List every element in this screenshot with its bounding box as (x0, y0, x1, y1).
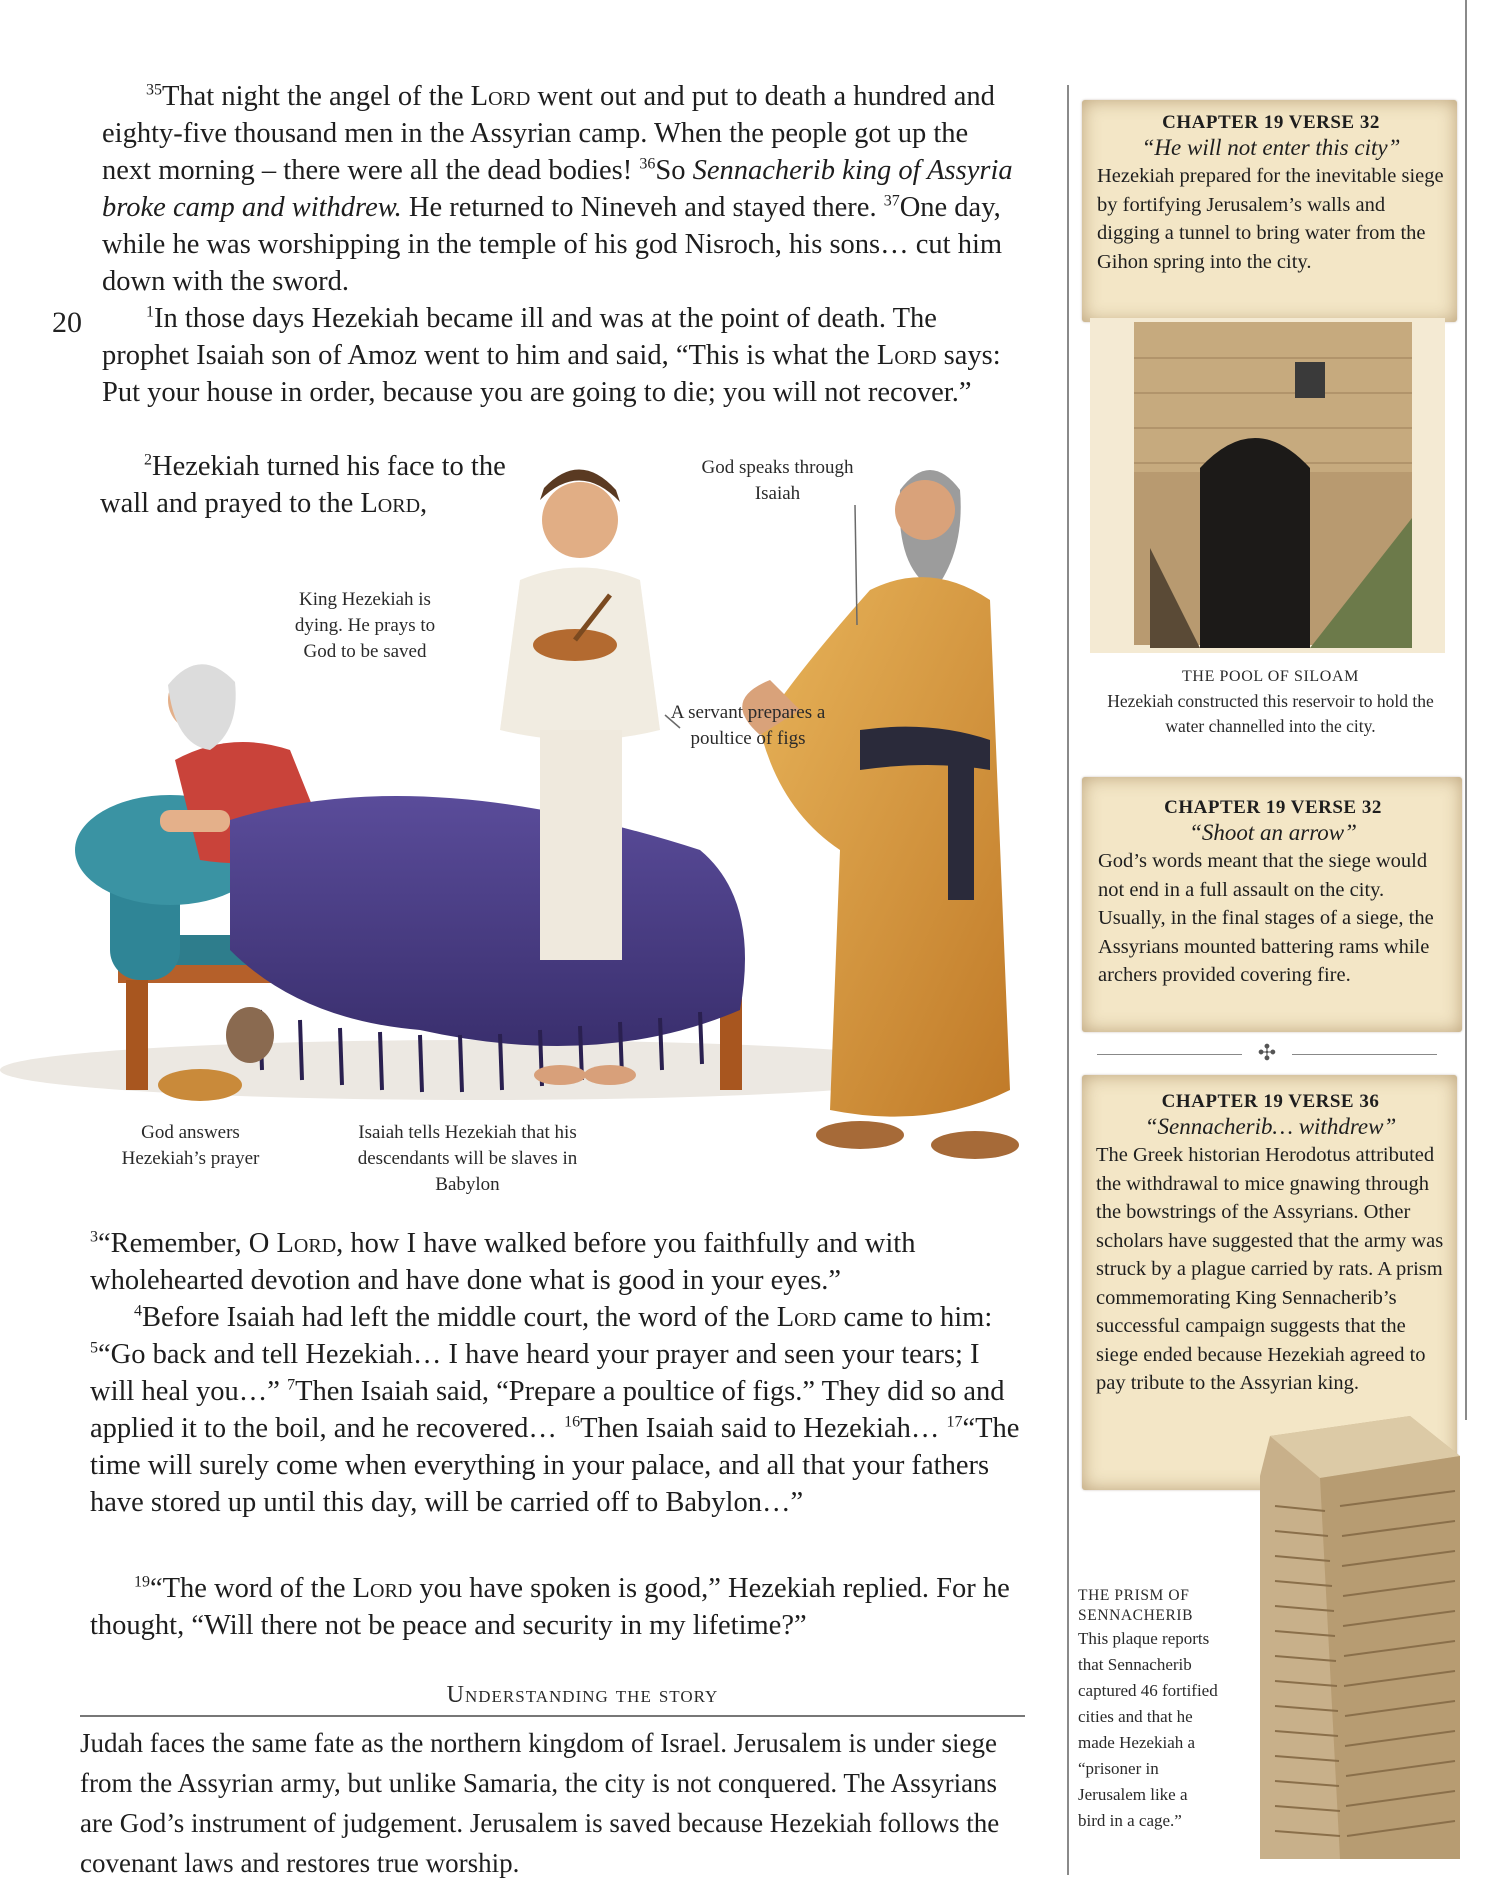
verse-number: 19 (134, 1573, 150, 1591)
passage-verses-4-17: $^4$Before Isaiah had left the middle court, the word of the Lord came to him: $^5$“Go back and tell Hezekiah… I have heard your prayer and seen your tears; I will heal you…” $^7$Then Isaiah said, “Prepare a poultice of figs.” They did so and applied it to the boil, and he recovered… $^{16}$Then Isaiah said to Hezekiah… $^{17}$“The time will surely come when everything in your palace, and all that your fathers have stored up until this day, will be carried off to Babylon…” (90, 1302, 1020, 1518)
caption-isaiah-tells: Isaiah tells Hezekiah that his descendants will be slaves in Babylon (357, 1122, 578, 1195)
prism-of-sennacherib-image (1230, 1416, 1470, 1859)
sidebar-right-rule (1465, 0, 1467, 1420)
understanding-the-story (80, 1682, 1025, 1883)
verse-number: 36 (639, 155, 656, 173)
pool-of-siloam-photo (1090, 318, 1445, 653)
hezekiah-illustration (0, 430, 1050, 1210)
note-quote: “Shoot an arrow” (1189, 820, 1357, 845)
prism-title: THE PRISM OF SENNACHERIB (1078, 1587, 1194, 1624)
heading-rule (80, 1715, 1025, 1717)
passage-verse-3: $^3$“Remember, O Lord, how I have walked before you faithfully and with wholehearted devotion and have done what is good in your eyes.” (90, 1228, 916, 1296)
note-title: CHAPTER 19 VERSE 36 (1161, 1091, 1380, 1112)
note-text: Hezekiah prepared for the inevitable siege by fortifying Jerusalem’s walls and digging a tunnel to bring water from the Gihon spring into the city. (1097, 165, 1444, 273)
verse-number: 5 (90, 1339, 98, 1357)
verse-number: 7 (287, 1376, 296, 1394)
note-box-19-32-shoot-arrow (1082, 777, 1462, 1032)
chapter-number: 20 (52, 306, 82, 339)
verse-number: 4 (134, 1302, 142, 1320)
prism-caption (1078, 1586, 1218, 1834)
caption-god-speaks: God speaks through Isaiah (701, 457, 854, 504)
understanding-body: Judah faces the same fate as the northern kingdom of Israel. Jerusalem is under siege from the Assyrian army, but unlike Samaria, the city is not conquered. The Assyrians are God’s instrument of judgement. Jerusalem is saved because Hezekiah follows the covenant laws and restores true worship. (80, 1728, 1000, 1878)
verse-number: 37 (883, 192, 900, 210)
photo-caption-text: Hezekiah constructed this reservoir to hold the water channelled into the city. (1107, 691, 1434, 736)
note-text: God’s words meant that the siege would not end in a full assault on the city. Usually, in the final stages of a siege, the Assyrians mounted battering rams while archers provided covering fire. (1098, 850, 1434, 986)
note-text: The Greek historian Herodotus attributed the withdrawal to mice gnawing through the bowstrings of the Assyrians. Other scholars have suggested that the army was struck by a plague carried by rats. A prism commemorating King Sennacherib’s successful campaign suggests that the siege ended because Hezekiah agreed to pay tribute to the Assyrian king. (1096, 1144, 1444, 1394)
note-box-19-32-enter-city (1082, 100, 1457, 322)
verse-number: 17 (946, 1413, 963, 1431)
passage-verses-35-37: $^{35}$That night the angel of the Lord went out and put to death a hundred and eighty-five thousand men in the Assyrian camp. When the people got up the next morning – there were all the dead bodies! $^{36}$So Sennacherib king of Assyria broke camp and withdrew. He returned to Nineveh and stayed there. $^{37}$One day, while he was worshipping in the temple of his god Nisroch, his sons… cut him down with the sword. (102, 81, 1013, 297)
photo-title: THE POOL OF SILOAM (1182, 668, 1359, 685)
note-title: CHAPTER 19 VERSE 32 (1162, 112, 1380, 133)
passage-verse-2: $^2$Hezekiah turned his face to the wall and prayed to the Lord, (100, 451, 506, 519)
caption-servant: A servant prepares a poultice of figs (670, 702, 826, 749)
passage-verse-1: $^1$In those days Hezekiah became ill and was at the point of death. The prophet Isaiah son of Amoz went to him and said, “This is what the Lord says: Put your house in order, because you are going to die; you will not recover.” (102, 303, 1001, 408)
note-title: CHAPTER 19 VERSE 32 (1164, 797, 1382, 818)
understanding-heading: Understanding the story (446, 1682, 719, 1708)
verse-number: 16 (564, 1413, 581, 1431)
prism-caption-text: This plaque reports that Sennacherib captured 46 fortified cities and that he made Hezekiah a “prisoner in Jerusalem like a bird in a cage.” (1078, 1629, 1218, 1830)
note-quote: “Sennacherib… withdrew” (1144, 1114, 1397, 1139)
verse-number: 1 (146, 303, 154, 321)
passage-verse-19: $^{19}$“The word of the Lord you have spoken is good,” Hezekiah replied. For he thought, “Will there not be peace and security in my lifetime?” (90, 1573, 1010, 1641)
ornament-glyph: ✣ (1257, 1040, 1277, 1065)
ornament-divider (1087, 1040, 1447, 1065)
caption-king-dying: King Hezekiah is dying. He prays to God to be saved (294, 589, 436, 662)
note-quote: “He will not enter this city” (1141, 135, 1401, 160)
pool-of-siloam-caption (1088, 664, 1453, 739)
verse-number: 35 (146, 81, 162, 99)
sidebar-divider (1067, 85, 1069, 1875)
verse-number: 3 (90, 1228, 98, 1246)
verse-number: 2 (144, 451, 152, 469)
caption-god-answers: God answers Hezekiah’s prayer (121, 1122, 260, 1169)
